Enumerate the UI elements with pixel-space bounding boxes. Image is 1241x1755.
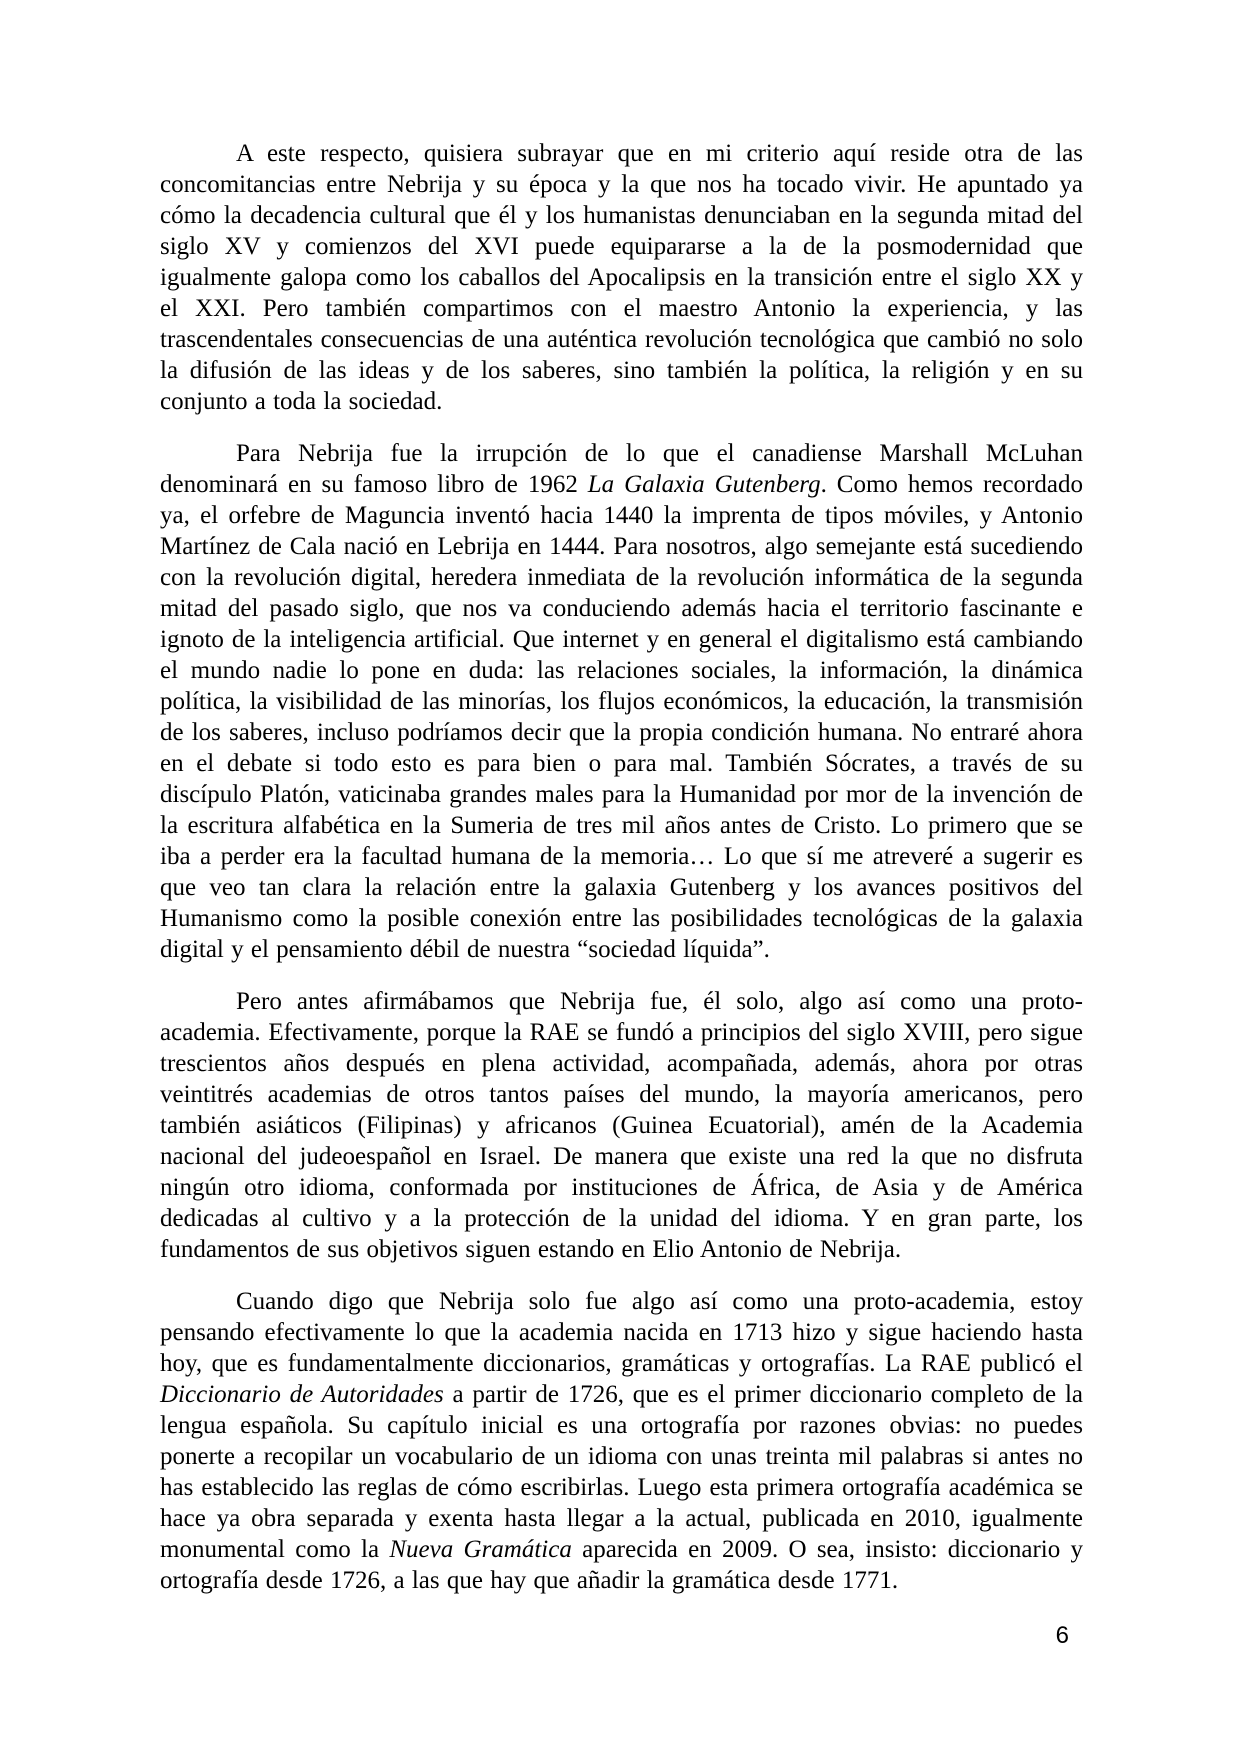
paragraph-2 xyxy=(160,438,1083,965)
italic-text-run: Nueva Gramática xyxy=(389,1536,572,1563)
text-run: Para Nebrija fue la irrupción de lo que el canadiense Marshall McLuhan denominará en su famoso libro de 1962 xyxy=(160,440,1083,498)
text-run: aparecida en 2009. O sea, insisto: diccionario y ortografía desde 1726, a las que hay que añadir la gramática desde 1771. xyxy=(160,1536,1083,1594)
italic-text-run: La Galaxia Gutenberg xyxy=(587,471,821,498)
text-run: . Como hemos recordado ya, el orfebre de Maguncia inventó hacia 1440 la imprenta de tipos móviles, y Antonio Martínez de Cala nació en Lebrija en 1444. Para nosotros, algo semejante está sucediendo con la revolución digital, heredera inmediata de la revolución informática de la segunda mitad del pasado siglo, que nos va conduciendo además hacia el territorio fascinante e ignoto de la inteligencia artificial. Que internet y en general el digitalismo está cambiando el mundo nadie lo pone en duda: las relaciones sociales, la información, la dinámica política, la visibilidad de las minorías, los flujos económicos, la educación, la transmisión de los saberes, incluso podríamos decir que la propia condición humana. No entraré ahora en el debate si todo esto es para bien o para mal. También Sócrates, a través de su discípulo Platón, vaticinaba grandes males para la Humanidad por mor de la invención de la escritura alfabética en la Sumeria de tres mil años antes de Cristo. Lo primero que se iba a perder era la facultad humana de la memoria… Lo que sí me atreveré a sugerir es que veo tan clara la relación entre la galaxia Gutenberg y los avances positivos del Humanismo como la posible conexión entre las posibilidades tecnológicas de la galaxia digital y el pensamiento débil de nuestra “sociedad líquida”. xyxy=(160,471,1083,963)
text-run: Pero antes afirmábamos que Nebrija fue, él solo, algo así como una proto-academia. Efectivamente, porque la RAE se fundó a principios del siglo XVIII, pero sigue trescientos años después en plena actividad, acompañada, además, ahora por otras veintitrés academias de otros tantos países del mundo, la mayoría americanos, pero también asiáticos (Filipinas) y africanos (Guinea Ecuatorial), amén de la Academia nacional del judeoespañol en Israel. De manera que existe una red la que no disfruta ningún otro idioma, conformada por instituciones de África, de Asia y de América dedicadas al cultivo y a la protección de la unidad del idioma. Y en gran parte, los fundamentos de sus objetivos siguen estando en Elio Antonio de Nebrija. xyxy=(160,988,1083,1263)
paragraph-1 xyxy=(160,138,1083,417)
text-run: a partir de 1726, que es el primer diccionario completo de la lengua española. Su capítulo inicial es una ortografía por razones obvias: no puedes ponerte a recopilar un vocabulario de un idioma con unas treinta mil palabras si antes no has establecido las reglas de cómo escribirlas. Luego esta primera ortografía académica se hace ya obra separada y exenta hasta llegar a la actual, publicada en 2010, igualmente monumental como la xyxy=(160,1381,1083,1563)
paragraph-4 xyxy=(160,1286,1083,1596)
page-number: 6 xyxy=(1055,1622,1069,1649)
paragraph-3 xyxy=(160,986,1083,1265)
italic-text-run: Diccionario de Autoridades xyxy=(160,1381,444,1408)
text-run: Cuando digo que Nebrija solo fue algo así como una proto-academia, estoy pensando efectivamente lo que la academia nacida en 1713 hizo y sigue haciendo hasta hoy, que es fundamentalmente diccionarios, gramáticas y ortografías. La RAE publicó el xyxy=(160,1288,1083,1377)
document-body xyxy=(160,138,1083,1617)
text-run: A este respecto, quisiera subrayar que en mi criterio aquí reside otra de las concomitancias entre Nebrija y su época y la que nos ha tocado vivir. He apuntado ya cómo la decadencia cultural que él y los humanistas denunciaban en la segunda mitad del siglo XV y comienzos del XVI puede equipararse a la de la posmodernidad que igualmente galopa como los caballos del Apocalipsis en la transición entre el siglo XX y el XXI. Pero también compartimos con el maestro Antonio la experiencia, y las trascendentales consecuencias de una auténtica revolución tecnológica que cambió no solo la difusión de las ideas y de los saberes, sino también la política, la religión y en su conjunto a toda la sociedad. xyxy=(160,140,1083,415)
